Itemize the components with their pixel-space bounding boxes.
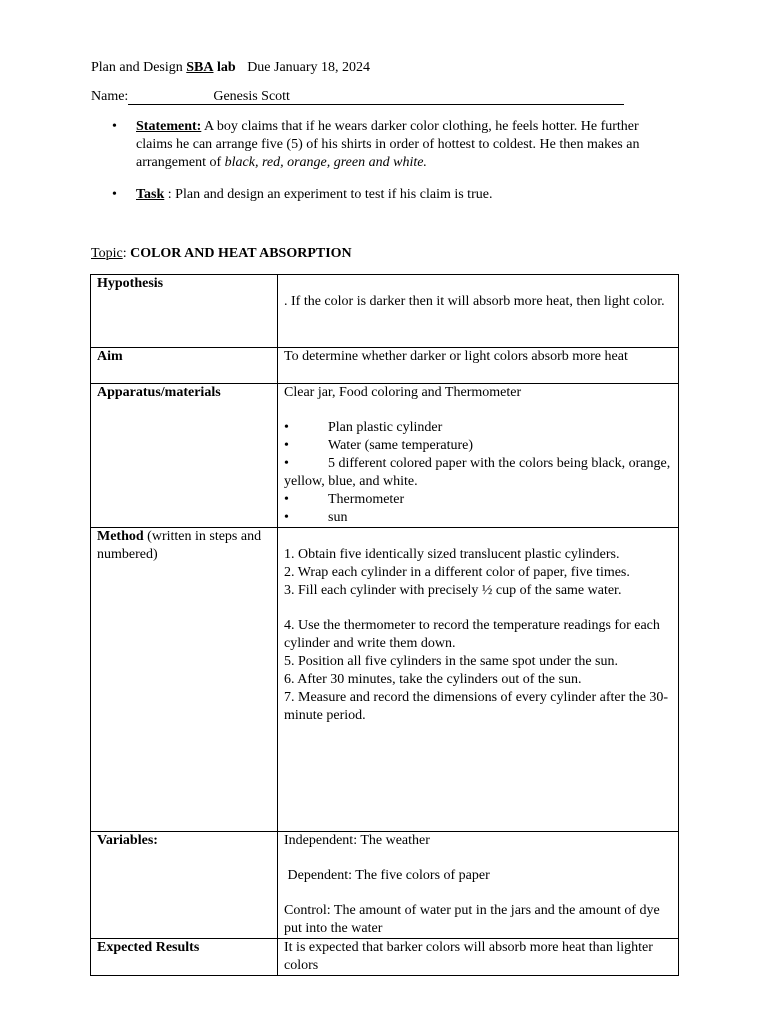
bullet-icon: • (112, 187, 117, 202)
table-row-aim (91, 348, 679, 384)
table-row-expected (91, 939, 679, 976)
hypothesis-label: Hypothesis (91, 275, 278, 348)
method-step: 2. Wrap each cylinder in a different color of paper, five times. (284, 565, 630, 580)
title-lab: lab (217, 60, 236, 75)
apparatus-list (284, 419, 672, 527)
apparatus-item: • sun (284, 509, 672, 527)
method-step: 3. Fill each cylinder with precisely ½ cup of the same water. (284, 583, 622, 598)
apparatus-item: • 5 different colored paper with the colors being black, orange, yellow, blue, and white. (284, 455, 672, 491)
apparatus-label: Apparatus/materials (91, 384, 278, 528)
method-step: 1. Obtain five identically sized translucent plastic cylinders. (284, 547, 620, 562)
statement-text (136, 118, 676, 172)
method-step: 7. Measure and record the dimensions of every cylinder after the 30-minute period. (284, 690, 669, 723)
hypothesis-text: . If the color is darker then it will absorb more heat, then light color. (284, 294, 665, 309)
name-line (91, 88, 624, 106)
hypothesis-value (278, 275, 679, 348)
table-row-variables (91, 832, 679, 939)
name-field: Genesis Scott (128, 88, 624, 105)
due-date: Due January 18, 2024 (247, 60, 371, 75)
document-title (91, 59, 370, 77)
apparatus-intro: Clear jar, Food coloring and Thermometer (284, 385, 522, 400)
task-text (136, 186, 676, 204)
lab-table (90, 274, 679, 976)
expected-label: Expected Results (91, 939, 278, 976)
table-row-method (91, 528, 679, 832)
method-label: Method (97, 529, 144, 544)
task-body: : Plan and design an experiment to test if his claim is true. (164, 187, 493, 202)
method-steps (278, 528, 679, 832)
apparatus-value (278, 384, 679, 528)
independent-variable: Independent: The weather (284, 833, 430, 848)
variables-label: Variables: (91, 832, 278, 939)
topic-value: COLOR AND HEAT ABSORPTION (130, 246, 352, 261)
method-step: 6. After 30 minutes, take the cylinders out of the sun. (284, 672, 582, 687)
method-note: (written in steps and numbered) (97, 529, 262, 562)
aim-value: To determine whether darker or light colors absorb more heat (278, 348, 679, 384)
name-label: Name: (91, 89, 129, 104)
dependent-variable: Dependent: The five colors of paper (284, 868, 490, 883)
statement-body: A boy claims that if he wears darker color clothing, he feels hotter. He further claims he can arrange five (5) of his shirts in order of hottest to coldest. He then makes an arrangement of (136, 119, 640, 170)
topic-line: Topic: COLOR AND HEAT ABSORPTION (91, 246, 352, 261)
topic-label: Topic (91, 246, 123, 261)
task-lead: Task (136, 187, 165, 202)
title-prefix: Plan and Design (91, 60, 183, 75)
table-row-apparatus (91, 384, 679, 528)
method-step: 5. Position all five cylinders in the same spot under the sun. (284, 654, 619, 669)
statement-lead: Statement: (136, 119, 202, 134)
method-label-cell (91, 528, 278, 832)
bullet-icon: • (112, 119, 117, 134)
table-row-hypothesis (91, 275, 679, 348)
aim-label: Aim (91, 348, 278, 384)
apparatus-item: • Thermometer (284, 491, 672, 509)
apparatus-item: • Plan plastic cylinder (284, 419, 672, 437)
title-sba: SBA (186, 60, 214, 75)
variables-value (278, 832, 679, 939)
statement-italic: black, red, orange, green and white. (224, 155, 427, 170)
control-variable: Control: The amount of water put in the jars and the amount of dye put into the water (284, 903, 660, 936)
method-step: 4. Use the thermometer to record the temperature readings for each cylinder and write them down. (284, 618, 660, 651)
apparatus-item: • Water (same temperature) (284, 437, 672, 455)
expected-value: It is expected that barker colors will absorb more heat than lighter colors (278, 939, 679, 976)
